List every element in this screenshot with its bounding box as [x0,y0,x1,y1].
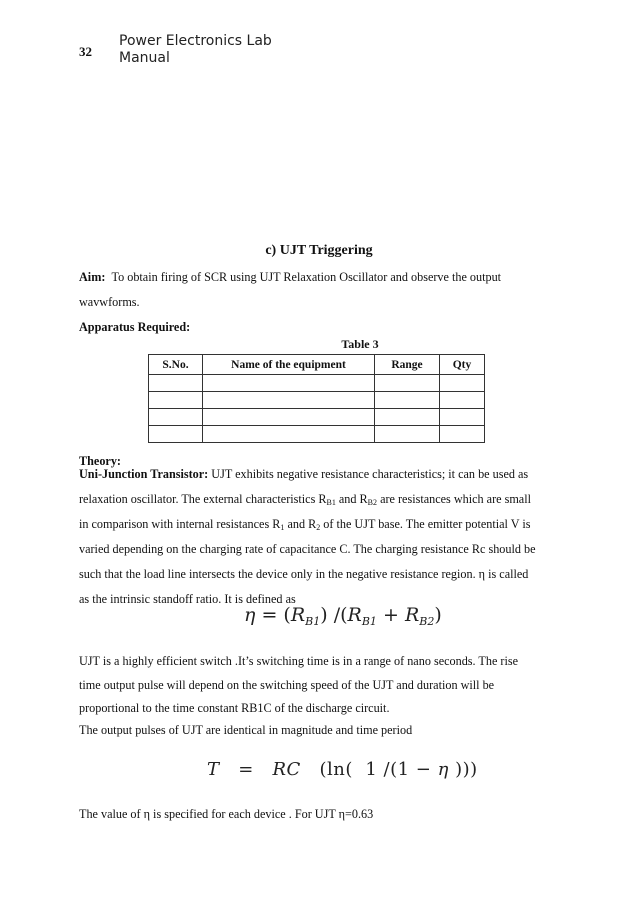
subscript: 2 [316,523,321,532]
formula-symbol: − [415,759,432,780]
theory-label: Theory: [79,454,121,468]
formula-symbol: ) [320,604,328,626]
formula-symbol: ) [434,604,442,626]
col-header-range: Range [375,355,440,375]
table-cell [149,392,203,409]
table-cell [375,375,440,392]
formula-symbol: R [290,604,306,626]
formula-symbol: ( [283,604,291,626]
table-row [149,392,485,409]
theory-text: of the UJT base. The emitter potential V is [320,517,531,531]
formula-symbol: + [382,604,399,626]
formula-symbol: R [347,604,362,626]
subscript: 1 [280,523,285,532]
table-cell [375,409,440,426]
table-row [149,426,485,443]
theory-line: such that the load line intersects the device only in the negative resistance region. η is called [79,567,529,581]
theory-line-eta-value: The value of η is specified for each device . For UJT η=0.63 [79,807,374,821]
formula-symbol: = [261,604,278,626]
theory-line: proportional to the time constant RB1C of the discharge circuit. [79,701,390,715]
col-header-sno: S.No. [149,355,203,375]
theory-text: and R [284,517,317,531]
theory-line [79,462,561,487]
theory-text: and R [335,492,368,506]
formula-intrinsic-standoff-ratio [244,604,442,626]
table-row [149,409,485,426]
table-row [149,375,485,392]
table-cell [440,409,485,426]
formula-subscript: B1 [361,615,377,628]
apparatus-label: Apparatus Required: [79,320,191,334]
aim-line-2: wavwforms. [79,295,140,309]
theory-paragraph-1 [79,462,561,612]
theory-text: in comparison with internal resistances R [79,517,281,531]
formula-symbol: ( [340,604,348,626]
table-cell [375,392,440,409]
formula-symbol: η [244,604,256,626]
col-header-equipment: Name of the equipment [203,355,375,375]
table-cell [440,426,485,443]
equipment-table [148,354,485,443]
aim-block [79,265,561,340]
theory-line: varied depending on the charging rate of capacitance C. The charging resistance Rc should be [79,542,536,556]
page-number: 32 [79,44,92,59]
theory-text: relaxation oscillator. The external characteristics R [79,492,327,506]
formula-symbol: RC [272,759,301,780]
theory-line [79,487,561,512]
table-cell [149,426,203,443]
theory-line-output-pulses: The output pulses of UJT are identical in magnitude and time period [79,723,413,737]
table-cell [149,409,203,426]
formula-symbol: 1 [365,759,378,780]
table-cell [440,375,485,392]
table-cell [203,375,375,392]
table-cell [440,392,485,409]
subscript: B2 [367,498,378,507]
ujt-label: Uni-Junction Transistor: [79,467,209,481]
header-title [119,33,272,67]
theory-line: as the intrinsic standoff ratio. It is defined as [79,592,296,606]
formula-symbol: R [404,604,420,626]
col-header-qty: Qty [440,355,485,375]
table-cell [203,426,375,443]
aim-label: Aim: [79,270,106,284]
table-cell [203,409,375,426]
formula-symbol: ))) [455,759,478,780]
formula-subscript: B1 [305,615,321,628]
subscript: B1 [326,498,336,507]
table-cell [149,375,203,392]
aim-line-1 [79,265,561,290]
theory-line [79,512,561,537]
formula-symbol: 1 [397,759,410,780]
theory-text: are resistances which are small [377,492,531,506]
theory-line: UJT is a highly efficient switch .It’s switching time is in a range of nano seconds. The rise [79,654,519,668]
formula-symbol: = [238,759,254,780]
formula-symbol: / [333,604,341,626]
table-cell [375,426,440,443]
formula-symbol: (ln( [319,759,353,780]
theory-line: time output pulse will depend on the switching speed of the UJT and duration will be [79,677,495,692]
formula-symbol: /( [383,759,398,780]
formula-symbol: η [437,759,449,780]
formula-symbol: T [207,759,220,780]
table-cell [203,392,375,409]
table-caption: Table 3 [341,337,379,351]
formula-subscript: B2 [419,615,435,628]
theory-paragraph-2 [79,650,561,721]
aim-text: To obtain firing of SCR using UJT Relaxation Oscillator and observe the output [111,270,502,284]
header-title-line2: Manual [119,50,170,66]
theory-text: UJT exhibits negative resistance characteristics; it can be used as [211,467,529,481]
header-title-line1: Power Electronics Lab [119,33,272,49]
section-title: c) UJT Triggering [265,243,373,258]
table-header-row [149,355,485,375]
formula-time-period [207,759,478,780]
